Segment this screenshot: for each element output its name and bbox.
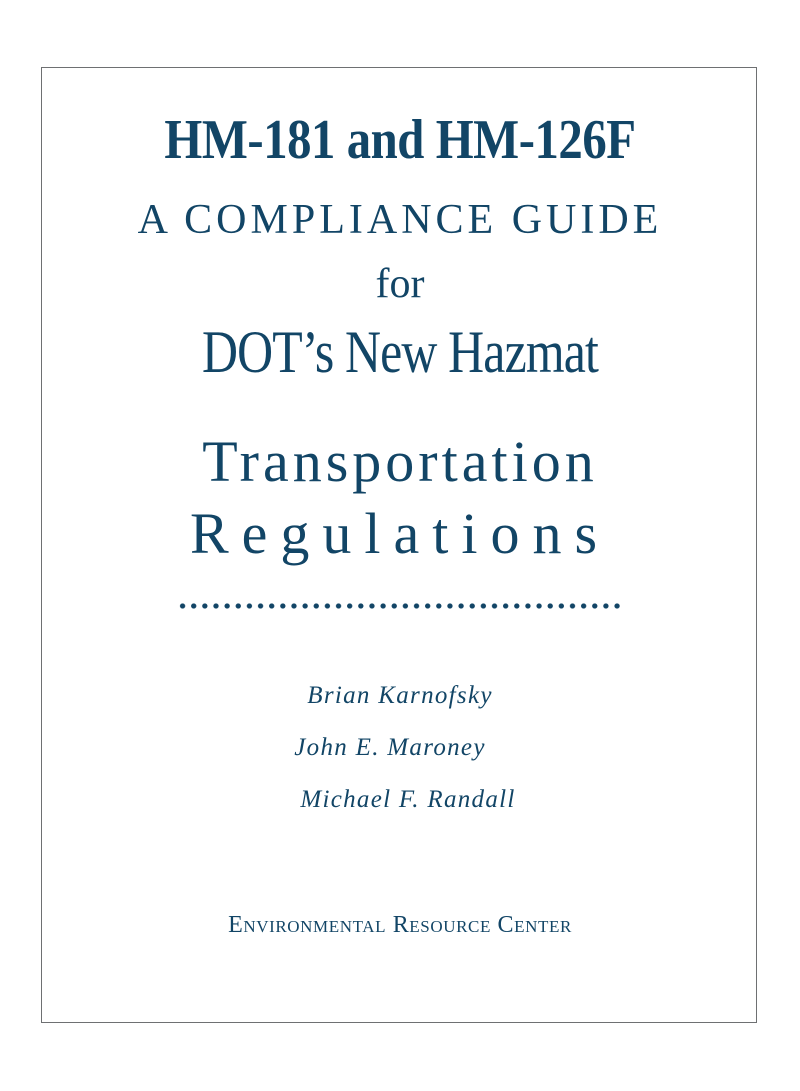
title-regulation-numbers: HM-181 and HM-126F [164, 109, 636, 171]
title-transportation: Transportation [202, 429, 598, 494]
title-for: for [375, 261, 425, 307]
dotted-rule [177, 602, 623, 610]
title-compliance-guide: A COMPLIANCE GUIDE [137, 197, 663, 243]
author-name: John E. Maroney [294, 734, 486, 761]
dotted-divider [0, 592, 800, 612]
publisher-name: Environmental Resource Center [228, 912, 572, 938]
title-dot-new-hazmat: DOT’s New Hazmat [201, 319, 599, 385]
author-name: Brian Karnofsky [307, 682, 493, 709]
author-name: Michael F. Randall [300, 786, 516, 813]
title-regulations: Regulations [189, 501, 611, 566]
